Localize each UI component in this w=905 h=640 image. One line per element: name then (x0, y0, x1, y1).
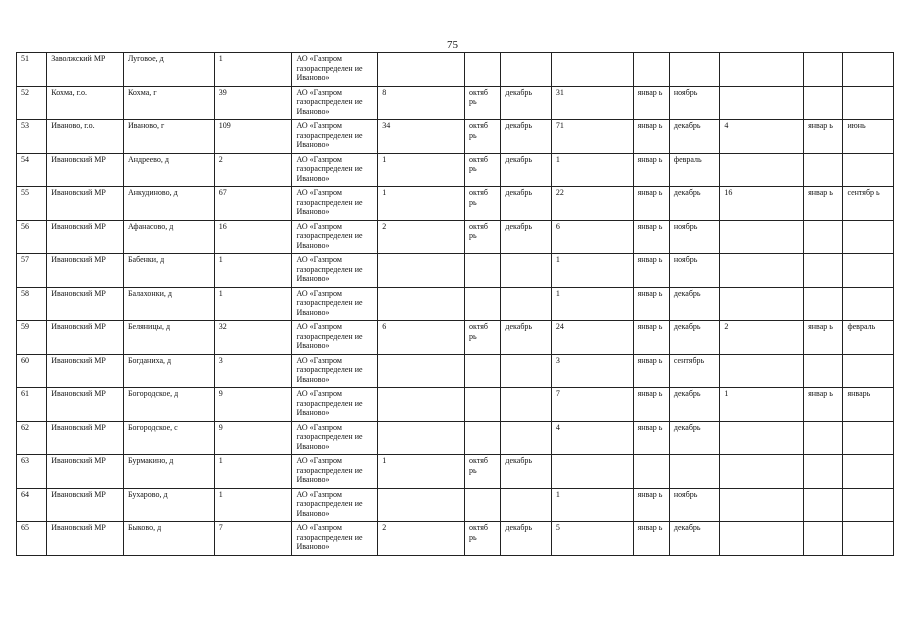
cell-end-month-3 (843, 354, 894, 388)
cell-count: 32 (214, 321, 292, 355)
cell-start-month (465, 287, 501, 321)
cell-count: 7 (214, 522, 292, 556)
cell-count-3: 7 (551, 388, 633, 422)
cell-count-2 (378, 488, 465, 522)
table-row (17, 187, 894, 221)
cell-district: Ивановский МР (47, 488, 124, 522)
table-row (17, 321, 894, 355)
cell-start-month-2: январ ь (633, 421, 669, 455)
cell-row-number: 64 (17, 488, 47, 522)
cell-end-month: декабрь (501, 153, 551, 187)
cell-organization: АО «Газпром газораспределен ие Иваново» (292, 354, 378, 388)
cell-count-4: 2 (720, 321, 804, 355)
cell-count-3: 1 (551, 488, 633, 522)
cell-start-month-2 (633, 455, 669, 489)
cell-start-month (465, 388, 501, 422)
cell-count-3: 6 (551, 220, 633, 254)
cell-count-3: 1 (551, 153, 633, 187)
cell-settlement: Анкудиново, д (123, 187, 214, 221)
table-row (17, 455, 894, 489)
cell-start-month (465, 488, 501, 522)
cell-start-month-2: январ ь (633, 187, 669, 221)
cell-settlement: Богданиха, д (123, 354, 214, 388)
table-row (17, 421, 894, 455)
cell-settlement: Быково, д (123, 522, 214, 556)
cell-organization: АО «Газпром газораспределен ие Иваново» (292, 388, 378, 422)
cell-start-month-2: январ ь (633, 388, 669, 422)
cell-settlement: Афанасово, д (123, 220, 214, 254)
cell-start-month: октяб рь (465, 455, 501, 489)
cell-start-month-2: январ ь (633, 220, 669, 254)
cell-district: Ивановский МР (47, 287, 124, 321)
cell-end-month-2: ноябрь (669, 254, 719, 288)
cell-count: 1 (214, 455, 292, 489)
cell-count-2: 8 (378, 86, 465, 120)
cell-organization: АО «Газпром газораспределен ие Иваново» (292, 287, 378, 321)
cell-end-month-3 (843, 53, 894, 87)
cell-district: Ивановский МР (47, 220, 124, 254)
cell-count: 3 (214, 354, 292, 388)
cell-count-2: 2 (378, 522, 465, 556)
cell-end-month-2: декабрь (669, 321, 719, 355)
cell-start-month: октяб рь (465, 522, 501, 556)
cell-start-month-2: январ ь (633, 254, 669, 288)
cell-start-month-3 (804, 354, 843, 388)
cell-count-4 (720, 220, 804, 254)
cell-end-month-3 (843, 421, 894, 455)
cell-count: 39 (214, 86, 292, 120)
cell-settlement: Луговое, д (123, 53, 214, 87)
cell-row-number: 63 (17, 455, 47, 489)
cell-count-3: 24 (551, 321, 633, 355)
cell-end-month-3 (843, 287, 894, 321)
cell-start-month-2: январ ь (633, 120, 669, 154)
table-row (17, 388, 894, 422)
cell-end-month: декабрь (501, 321, 551, 355)
cell-row-number: 59 (17, 321, 47, 355)
cell-start-month-3 (804, 254, 843, 288)
cell-district: Ивановский МР (47, 388, 124, 422)
table-row (17, 254, 894, 288)
cell-row-number: 58 (17, 287, 47, 321)
cell-count-2 (378, 354, 465, 388)
cell-end-month-2: сентябрь (669, 354, 719, 388)
cell-row-number: 52 (17, 86, 47, 120)
cell-end-month-3: февраль (843, 321, 894, 355)
cell-end-month-2: декабрь (669, 120, 719, 154)
cell-organization: АО «Газпром газораспределен ие Иваново» (292, 187, 378, 221)
cell-start-month-2 (633, 53, 669, 87)
cell-count-4 (720, 354, 804, 388)
cell-settlement: Бухарово, д (123, 488, 214, 522)
cell-start-month-3: январ ь (804, 187, 843, 221)
cell-row-number: 55 (17, 187, 47, 221)
cell-district: Ивановский МР (47, 321, 124, 355)
cell-district: Ивановский МР (47, 354, 124, 388)
cell-end-month-3 (843, 153, 894, 187)
cell-count-2 (378, 53, 465, 87)
cell-start-month-2: январ ь (633, 522, 669, 556)
cell-end-month-2 (669, 53, 719, 87)
cell-end-month-3 (843, 488, 894, 522)
cell-count-3: 1 (551, 287, 633, 321)
cell-organization: АО «Газпром газораспределен ие Иваново» (292, 455, 378, 489)
cell-row-number: 62 (17, 421, 47, 455)
cell-count-2 (378, 388, 465, 422)
cell-start-month-3 (804, 488, 843, 522)
cell-count-3: 71 (551, 120, 633, 154)
cell-end-month-2: декабрь (669, 187, 719, 221)
cell-count-2: 34 (378, 120, 465, 154)
cell-count-4 (720, 86, 804, 120)
cell-count: 9 (214, 388, 292, 422)
cell-count-3: 1 (551, 254, 633, 288)
cell-row-number: 61 (17, 388, 47, 422)
cell-settlement: Богородское, д (123, 388, 214, 422)
cell-start-month-2: январ ь (633, 153, 669, 187)
cell-end-month-3 (843, 86, 894, 120)
cell-count-4 (720, 421, 804, 455)
cell-count-4: 16 (720, 187, 804, 221)
cell-count-4 (720, 455, 804, 489)
cell-end-month: декабрь (501, 455, 551, 489)
cell-organization: АО «Газпром газораспределен ие Иваново» (292, 421, 378, 455)
cell-end-month: декабрь (501, 220, 551, 254)
cell-end-month: декабрь (501, 187, 551, 221)
cell-settlement: Андреево, д (123, 153, 214, 187)
table-row (17, 220, 894, 254)
cell-row-number: 54 (17, 153, 47, 187)
cell-start-month (465, 421, 501, 455)
cell-count-3: 4 (551, 421, 633, 455)
cell-organization: АО «Газпром газораспределен ие Иваново» (292, 220, 378, 254)
table-row (17, 354, 894, 388)
cell-start-month: октяб рь (465, 220, 501, 254)
cell-district: Ивановский МР (47, 522, 124, 556)
cell-settlement: Богородское, с (123, 421, 214, 455)
cell-district: Ивановский МР (47, 187, 124, 221)
cell-start-month: октяб рь (465, 153, 501, 187)
cell-end-month-3: сентябр ь (843, 187, 894, 221)
cell-end-month-2 (669, 455, 719, 489)
cell-end-month (501, 354, 551, 388)
cell-end-month-2: декабрь (669, 287, 719, 321)
cell-settlement: Беляницы, д (123, 321, 214, 355)
cell-settlement: Балахонки, д (123, 287, 214, 321)
cell-end-month-3: июнь (843, 120, 894, 154)
cell-end-month (501, 421, 551, 455)
cell-count-2: 2 (378, 220, 465, 254)
cell-start-month-3 (804, 287, 843, 321)
table-row (17, 120, 894, 154)
cell-start-month: октяб рь (465, 120, 501, 154)
cell-count-4 (720, 287, 804, 321)
cell-count-4: 1 (720, 388, 804, 422)
cell-count: 2 (214, 153, 292, 187)
cell-organization: АО «Газпром газораспределен ие Иваново» (292, 86, 378, 120)
cell-start-month-3 (804, 522, 843, 556)
table-row (17, 287, 894, 321)
cell-end-month-2: декабрь (669, 388, 719, 422)
cell-count-4 (720, 488, 804, 522)
gasification-table (16, 52, 894, 556)
cell-district: Ивановский МР (47, 153, 124, 187)
cell-district: Кохма, г.о. (47, 86, 124, 120)
cell-end-month-3: январь (843, 388, 894, 422)
cell-start-month-3 (804, 153, 843, 187)
cell-start-month-3 (804, 421, 843, 455)
cell-start-month-3 (804, 220, 843, 254)
cell-count-4: 4 (720, 120, 804, 154)
cell-row-number: 60 (17, 354, 47, 388)
cell-count-2: 1 (378, 455, 465, 489)
cell-count: 1 (214, 254, 292, 288)
cell-settlement: Бабенки, д (123, 254, 214, 288)
cell-district: Ивановский МР (47, 254, 124, 288)
cell-start-month-3 (804, 455, 843, 489)
cell-count-2: 6 (378, 321, 465, 355)
cell-start-month-3: январ ь (804, 120, 843, 154)
cell-start-month: октяб рь (465, 187, 501, 221)
cell-count: 16 (214, 220, 292, 254)
cell-count-3 (551, 53, 633, 87)
cell-count-3: 22 (551, 187, 633, 221)
cell-count-4 (720, 522, 804, 556)
cell-count-4 (720, 254, 804, 288)
cell-end-month: декабрь (501, 522, 551, 556)
cell-count-2: 1 (378, 187, 465, 221)
cell-end-month (501, 254, 551, 288)
cell-row-number: 65 (17, 522, 47, 556)
cell-end-month-3 (843, 455, 894, 489)
cell-district: Иваново, г.о. (47, 120, 124, 154)
cell-end-month: декабрь (501, 120, 551, 154)
cell-organization: АО «Газпром газораспределен ие Иваново» (292, 321, 378, 355)
table-row (17, 53, 894, 87)
cell-count-2 (378, 287, 465, 321)
cell-count: 9 (214, 421, 292, 455)
cell-district: Ивановский МР (47, 455, 124, 489)
cell-settlement: Иваново, г (123, 120, 214, 154)
cell-count-3: 3 (551, 354, 633, 388)
cell-start-month (465, 354, 501, 388)
cell-start-month (465, 53, 501, 87)
cell-end-month-3 (843, 254, 894, 288)
cell-row-number: 53 (17, 120, 47, 154)
cell-end-month: декабрь (501, 86, 551, 120)
cell-end-month-2: февраль (669, 153, 719, 187)
cell-count-3: 5 (551, 522, 633, 556)
cell-row-number: 57 (17, 254, 47, 288)
cell-end-month-2: ноябрь (669, 220, 719, 254)
table-body (17, 53, 894, 556)
cell-organization: АО «Газпром газораспределен ие Иваново» (292, 488, 378, 522)
cell-start-month-2: январ ь (633, 287, 669, 321)
cell-end-month (501, 53, 551, 87)
cell-start-month: октяб рь (465, 321, 501, 355)
cell-start-month-3: январ ь (804, 321, 843, 355)
cell-start-month: октяб рь (465, 86, 501, 120)
cell-end-month-2: ноябрь (669, 86, 719, 120)
cell-start-month-2: январ ь (633, 86, 669, 120)
cell-end-month-2: декабрь (669, 522, 719, 556)
cell-count-4 (720, 153, 804, 187)
cell-organization: АО «Газпром газораспределен ие Иваново» (292, 120, 378, 154)
table-row (17, 86, 894, 120)
cell-count: 1 (214, 488, 292, 522)
cell-district: Ивановский МР (47, 421, 124, 455)
cell-organization: АО «Газпром газораспределен ие Иваново» (292, 522, 378, 556)
cell-end-month-3 (843, 522, 894, 556)
cell-end-month-3 (843, 220, 894, 254)
cell-start-month-2: январ ь (633, 321, 669, 355)
cell-count: 1 (214, 53, 292, 87)
cell-settlement: Кохма, г (123, 86, 214, 120)
cell-count-4 (720, 53, 804, 87)
cell-end-month-2: ноябрь (669, 488, 719, 522)
cell-organization: АО «Газпром газораспределен ие Иваново» (292, 254, 378, 288)
table-row (17, 153, 894, 187)
table-row (17, 522, 894, 556)
cell-start-month-2: январ ь (633, 354, 669, 388)
cell-row-number: 56 (17, 220, 47, 254)
cell-count-3: 31 (551, 86, 633, 120)
cell-end-month-2: декабрь (669, 421, 719, 455)
cell-count: 109 (214, 120, 292, 154)
cell-row-number: 51 (17, 53, 47, 87)
cell-start-month-3: январ ь (804, 388, 843, 422)
cell-count-2: 1 (378, 153, 465, 187)
cell-end-month (501, 388, 551, 422)
cell-start-month (465, 254, 501, 288)
cell-organization: АО «Газпром газораспределен ие Иваново» (292, 153, 378, 187)
cell-count-3 (551, 455, 633, 489)
cell-start-month-2: январ ь (633, 488, 669, 522)
cell-start-month-3 (804, 86, 843, 120)
cell-organization: АО «Газпром газораспределен ие Иваново» (292, 53, 378, 87)
table-row (17, 488, 894, 522)
cell-end-month (501, 488, 551, 522)
cell-district: Заволжский МР (47, 53, 124, 87)
cell-count: 1 (214, 287, 292, 321)
cell-count: 67 (214, 187, 292, 221)
cell-start-month-3 (804, 53, 843, 87)
page-number: 75 (447, 39, 458, 51)
cell-count-2 (378, 421, 465, 455)
cell-settlement: Бурмакино, д (123, 455, 214, 489)
cell-count-2 (378, 254, 465, 288)
cell-end-month (501, 287, 551, 321)
